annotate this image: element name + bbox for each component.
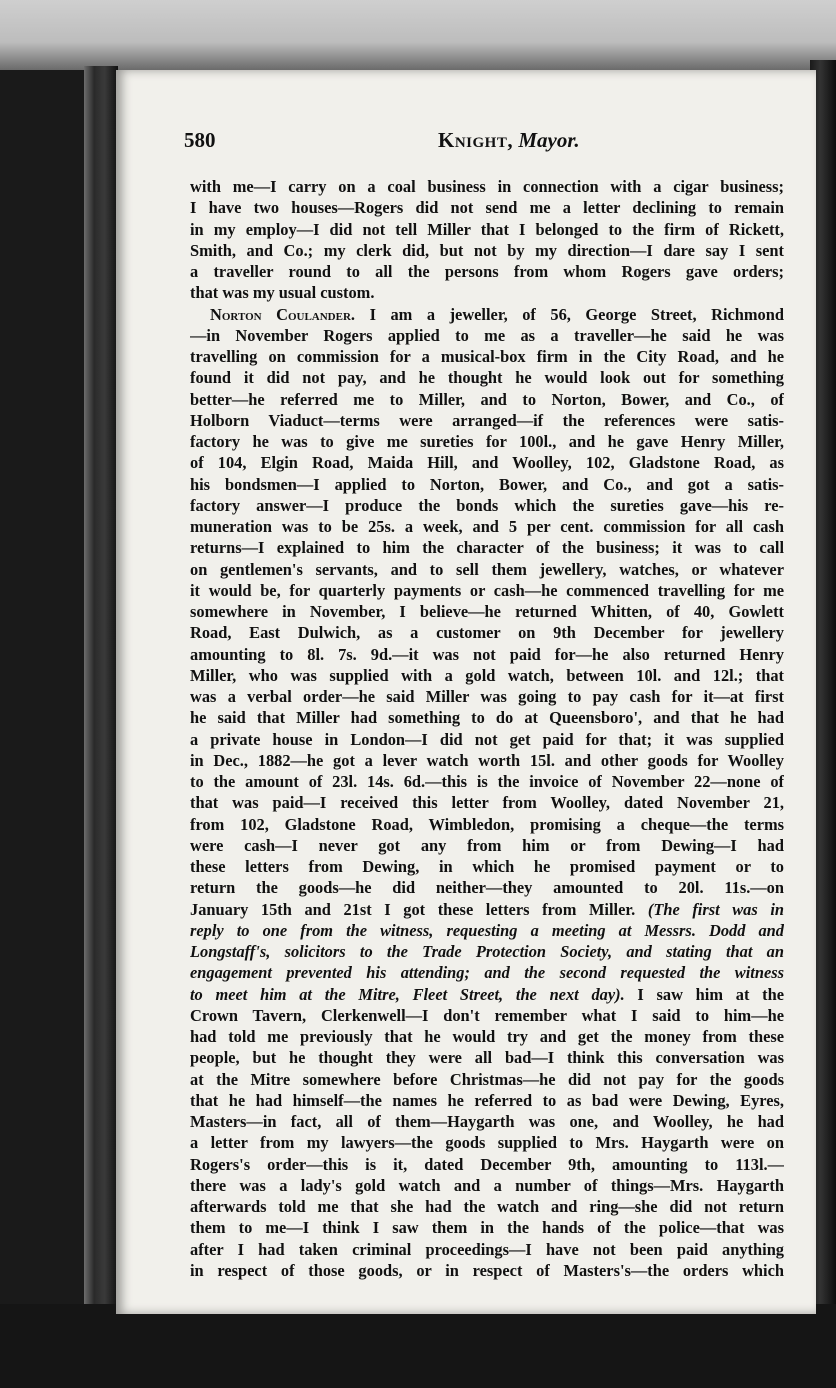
- text-line: Road, East Dulwich, as a customer on 9th December for jewellery: [190, 623, 784, 643]
- text-line: to the amount of 23l. 14s. 6d.—this is the invoice of November 22—none of: [190, 772, 784, 791]
- text-segment: January 15th and 21st I got these letters from Miller.: [190, 899, 636, 919]
- text-line: people, but he thought they were all bad—I think this conversation was: [190, 1048, 784, 1068]
- text-line-italic: Longstaff's, solicitors to the Trade Protection Society, and stating that an: [190, 942, 784, 961]
- text-line-mixed: [190, 984, 784, 1005]
- book-page: [116, 70, 816, 1314]
- text-line: at the Mitre somewhere before Christmas—he did not pay for the goods: [190, 1069, 784, 1089]
- text-line: in my employ—I did not tell Miller that I belonged to the firm of Rickett,: [190, 219, 784, 239]
- speaker-text: I am a jeweller, of 56, George Street, Richmond: [369, 304, 784, 324]
- text-line: afterwards told me that she had the watch and ring—she did not return: [190, 1197, 784, 1216]
- speaker-name: Norton Coulander.: [210, 304, 356, 324]
- text-line-italic: reply to one from the witness, requesting a meeting at Messrs. Dodd and: [190, 920, 784, 940]
- text-line: factory answer—I produce the bonds which the sureties gave—his re-: [190, 495, 784, 515]
- text-line: Rogers's order—this is it, dated December 9th, amounting to 113l.—: [190, 1154, 784, 1174]
- scan-bottom-background: [0, 1304, 836, 1388]
- text-line-mixed: [190, 899, 784, 920]
- running-head: [438, 128, 580, 153]
- text-line: had told me previously that he would try and get the money from these: [190, 1027, 784, 1046]
- text-line: found it did not pay, and he thought he would look out for something: [190, 368, 784, 388]
- text-line-speaker: [190, 304, 784, 325]
- text-line: amounting to 8l. 7s. 9d.—it was not paid for—he also returned Henry: [190, 644, 784, 664]
- text-line: Miller, who was supplied with a gold watch, between 10l. and 12l.; that: [190, 665, 784, 685]
- text-line: a letter from my lawyers—the goods supplied to Mrs. Haygarth were on: [190, 1133, 784, 1153]
- text-line: a private house in London—I did not get paid for that; it was supplied: [190, 729, 784, 749]
- text-line: I have two houses—Rogers did not send me a letter declining to remain: [190, 198, 784, 218]
- text-line: it would be, for quarterly payments or cash—he commenced travelling for me: [190, 580, 784, 600]
- book-spine: [84, 66, 118, 1316]
- text-line: there was a lady's gold watch and a number of things—Mrs. Haygarth: [190, 1175, 784, 1195]
- text-line: a traveller round to all the persons from whom Rogers gave orders;: [190, 262, 784, 281]
- text-line: better—he referred me to Miller, and to Norton, Bower, and Co., of: [190, 389, 784, 409]
- text-line: was a verbal order—he said Miller was going to pay cash for it—at first: [190, 687, 784, 706]
- text-segment: I saw him at the: [637, 984, 784, 1004]
- text-line: on gentlemen's servants, and to sell them jewellery, watches, or whatever: [190, 559, 784, 579]
- text-line: his bondsmen—I applied to Norton, Bower, and Co., and got a satis-: [190, 474, 784, 494]
- text-line: —in November Rogers applied to me as a traveller—he said he was: [190, 325, 784, 345]
- text-line: he said that Miller had something to do at Queensboro', and that he had: [190, 708, 784, 728]
- text-line: somewhere in November, I believe—he returned Whitten, of 40, Gowlett: [190, 602, 784, 621]
- text-line-italic: engagement prevented his attending; and the second requested the witness: [190, 963, 784, 983]
- text-line: after I had taken criminal proceedings—I have not been paid anything: [190, 1239, 784, 1259]
- running-head-name: Knight,: [438, 128, 514, 152]
- page-header: [184, 128, 784, 160]
- text-line: were cash—I never got any from him or from Dewing—I had: [190, 835, 784, 855]
- text-line: that was my usual custom.: [190, 283, 375, 303]
- text-line: muneration was to be 25s. a week, and 5 per cent. commission for all cash: [190, 517, 784, 536]
- text-line: Holborn Viaduct—terms were arranged—if the references were satis-: [190, 410, 784, 430]
- text-line: Crown Tavern, Clerkenwell—I don't remember what I said to him—he: [190, 1005, 784, 1025]
- text-line: return the goods—he did neither—they amounted to 20l. 11s.—on: [190, 878, 784, 898]
- text-line: returns—I explained to him the character of the business; it was to call: [190, 538, 784, 558]
- text-line: in respect of those goods, or in respect of Masters's—the orders which: [190, 1260, 784, 1280]
- italic-segment: (The first was in: [647, 899, 784, 919]
- text-line: travelling on commission for a musical-box firm in the City Road, and he: [190, 347, 784, 366]
- text-line: from 102, Gladstone Road, Wimbledon, promising a cheque—the terms: [190, 814, 784, 834]
- body-text: [190, 176, 784, 1281]
- text-line: them to me—I think I saw them in the hands of the police—that was: [190, 1218, 784, 1238]
- text-line: that he had himself—the names he referred to as bad were Dewing, Eyres,: [190, 1090, 784, 1110]
- scan-top-background: [0, 0, 836, 70]
- text-line: Masters—in fact, all of them—Haygarth was one, and Woolley, he had: [190, 1112, 784, 1131]
- text-line: of 104, Elgin Road, Maida Hill, and Woolley, 102, Gladstone Road, as: [190, 453, 784, 473]
- italic-segment: to meet him at the Mitre, Fleet Street, the next day).: [190, 984, 625, 1004]
- text-line: factory he was to give me sureties for 100l., and he gave Henry Miller,: [190, 432, 784, 451]
- text-line: in Dec., 1882—he got a lever watch worth 15l. and other goods for Woolley: [190, 750, 784, 770]
- text-line: that was paid—I received this letter from Woolley, dated November 21,: [190, 793, 784, 813]
- page-number: 580: [184, 128, 216, 152]
- text-line: with me—I carry on a coal business in connection with a cigar business;: [190, 177, 784, 196]
- text-line: these letters from Dewing, in which he promised payment or to: [190, 857, 784, 876]
- text-line: Smith, and Co.; my clerk did, but not by my direction—I dare say I sent: [190, 240, 784, 260]
- running-head-office: Mayor.: [518, 128, 580, 152]
